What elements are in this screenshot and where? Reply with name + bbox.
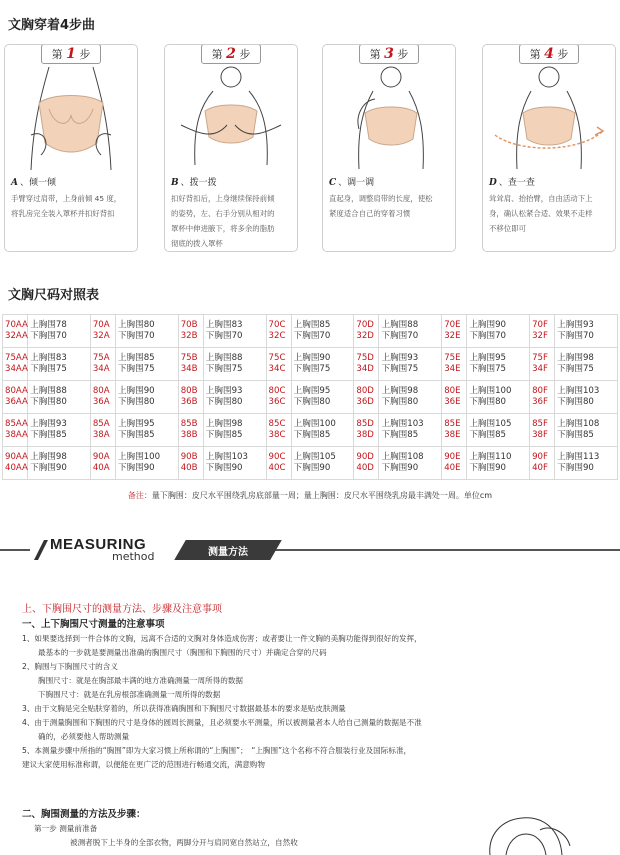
size-code-cell: 80C 36C <box>266 381 291 414</box>
size-measure-cell: 上胸围100 下胸围85 <box>291 414 354 447</box>
size-code-cell: 75B 34B <box>178 348 203 381</box>
size-measure-cell: 上胸围113 下胸围90 <box>555 447 618 480</box>
size-code-cell: 80AA 36AA <box>3 381 28 414</box>
size-measure-cell: 上胸围103 下胸围85 <box>379 414 442 447</box>
size-measure-cell: 上胸围93 下胸围85 <box>28 414 91 447</box>
size-code-cell: 90E 40E <box>442 447 467 480</box>
note-line: 下胸围尺寸：就是在乳房根部准确测量一周所得的数据 <box>38 690 221 699</box>
size-measure-cell: 上胸围93 下胸围75 <box>379 348 442 381</box>
size-measure-cell: 上胸围103 下胸围90 <box>203 447 266 480</box>
measuring-banner <box>0 534 620 566</box>
size-code-cell: 75C 34C <box>266 348 291 381</box>
banner-cn-title: 测量方法 <box>208 547 248 558</box>
size-measure-cell: 上胸围98 下胸围90 <box>28 447 91 480</box>
size-code-cell: 85D 38D <box>354 414 379 447</box>
size-measure-cell: 上胸围93 下胸围70 <box>555 315 618 348</box>
step-badge: 第 1 步 <box>41 44 101 64</box>
note-line: 确的，必须要他人帮助测量 <box>38 732 130 741</box>
banner-slash-icon <box>30 538 48 562</box>
size-code-cell: 90A 40A <box>90 447 115 480</box>
size-row <box>3 348 618 381</box>
step-card-2 <box>164 44 298 252</box>
size-measure-cell: 上胸围95 下胸围80 <box>291 381 354 414</box>
size-measure-cell: 上胸围105 下胸围85 <box>467 414 530 447</box>
note-line: 5、本测量步骤中所指的“胸围”即为大家习惯上所称谓的“上胸围”； “上胸围”这个名称不符合服装行业及国际标准， <box>22 746 412 755</box>
size-code-cell: 70AA 32AA <box>3 315 28 348</box>
size-measure-cell: 上胸围88 下胸围70 <box>379 315 442 348</box>
size-measure-cell: 上胸围90 下胸围75 <box>291 348 354 381</box>
size-measure-cell: 上胸围95 下胸围75 <box>467 348 530 381</box>
method-step-title: 第一步 测量前准备 <box>34 824 98 833</box>
size-measure-cell: 上胸围88 下胸围75 <box>203 348 266 381</box>
size-code-cell: 70E 32E <box>442 315 467 348</box>
size-measure-cell: 上胸围85 下胸围70 <box>291 315 354 348</box>
size-code-cell: 70F 32F <box>530 315 555 348</box>
size-row <box>3 381 618 414</box>
woman-strap-illustration <box>329 65 449 173</box>
note-line: 4、由于测量胸围和下胸围的尺寸是身体的圆周长测量，且必须要水平测量，所以被测量者本人给自己测量的数据是不准 <box>22 718 422 727</box>
size-code-cell: 80A 36A <box>90 381 115 414</box>
size-code-cell: 70B 32B <box>178 315 203 348</box>
size-measure-cell: 上胸围80 下胸围70 <box>115 315 178 348</box>
size-code-cell: 80B 36B <box>178 381 203 414</box>
size-measure-cell: 上胸围90 下胸围80 <box>115 381 178 414</box>
size-code-cell: 80D 36D <box>354 381 379 414</box>
size-code-cell: 70A 32A <box>90 315 115 348</box>
size-code-cell: 90C 40C <box>266 447 291 480</box>
banner-en-subtitle: method <box>112 550 155 563</box>
woman-lean-illustration <box>11 65 131 173</box>
size-code-cell: 75F 34F <box>530 348 555 381</box>
step-badge: 第 3 步 <box>359 44 419 64</box>
size-measure-cell: 上胸围100 下胸围90 <box>115 447 178 480</box>
size-code-cell: 80E 36E <box>442 381 467 414</box>
note-line: 建议大家使用标准称谓，以便能在更广泛的范围进行畅通交流，满意购物 <box>22 760 265 769</box>
wearing-steps <box>4 44 616 254</box>
size-code-cell: 85A 38A <box>90 414 115 447</box>
size-measure-cell: 上胸围98 下胸围75 <box>555 348 618 381</box>
size-measure-cell: 上胸围93 下胸围80 <box>203 381 266 414</box>
woman-outline-illustration <box>470 810 580 855</box>
size-code-cell: 75E 34E <box>442 348 467 381</box>
size-code-cell: 85F 38F <box>530 414 555 447</box>
size-measure-cell: 上胸围90 下胸围70 <box>467 315 530 348</box>
size-code-cell: 85B 38B <box>178 414 203 447</box>
method-steps-heading: 二、胸围测量的方法及步骤： <box>22 809 146 820</box>
size-measure-cell: 上胸围78 下胸围70 <box>28 315 91 348</box>
size-code-cell: 75D 34D <box>354 348 379 381</box>
woman-check-illustration <box>489 65 609 173</box>
size-row <box>3 315 618 348</box>
step-badge: 第 4 步 <box>519 44 579 64</box>
note-line: 3、由于文胸是完全贴肤穿着的，所以获得准确胸围和下胸围尺寸数据最基本的要求是贴皮肤测量 <box>22 704 346 713</box>
woman-adjust-illustration <box>171 65 291 173</box>
step-title: A 、倾一倾 <box>11 178 56 188</box>
size-measure-cell: 上胸围108 下胸围90 <box>379 447 442 480</box>
step-badge: 第 2 步 <box>201 44 261 64</box>
size-code-cell: 75A 34A <box>90 348 115 381</box>
step-card-3 <box>322 44 456 252</box>
size-code-cell: 85AA 38AA <box>3 414 28 447</box>
size-measure-cell: 上胸围100 下胸围80 <box>467 381 530 414</box>
section-title-size-chart: 文胸尺码对照表 <box>8 288 100 303</box>
step-description: 耸耸肩、抬抬臂，自由活动下上 身，确认松紧合适、效果不走样 不移位即可 <box>489 194 593 233</box>
size-row <box>3 447 618 480</box>
step-title: C 、调一调 <box>329 178 375 188</box>
step-card-4 <box>482 44 616 252</box>
size-code-cell: 85E 38E <box>442 414 467 447</box>
size-code-cell: 75AA 34AA <box>3 348 28 381</box>
size-chart-note: 备注：量下胸围：皮尺水平围绕乳房底部量一周；量上胸围：皮尺水平围绕乳房最丰满处一周。单位cm <box>127 491 493 500</box>
size-measure-cell: 上胸围95 下胸围85 <box>115 414 178 447</box>
size-code-cell: 90D 40D <box>354 447 379 480</box>
method-heading: 上、下胸围尺寸的测量方法、步骤及注意事项 <box>22 604 222 615</box>
size-code-cell: 85C 38C <box>266 414 291 447</box>
step-description: 直起身，调整肩带的长度，使松 紧度适合自己的穿着习惯 <box>329 194 433 218</box>
size-measure-cell: 上胸围85 下胸围75 <box>115 348 178 381</box>
size-code-cell: 90B 40B <box>178 447 203 480</box>
size-code-cell: 90AA 40AA <box>3 447 28 480</box>
size-measure-cell: 上胸围83 下胸围75 <box>28 348 91 381</box>
section-title-wearing-steps: 文胸穿着4步曲 <box>8 18 96 33</box>
note-line: 最基本的一步就是要测量出准确的胸围尺寸（胸围和下胸围的尺寸）并确定合穿的尺码 <box>38 648 327 657</box>
step-description: 扣好背扣后，上身继续保持前倾 的姿势，左、右手分别从相对的 罩杯中伸进腋下，将多余的脂肪 彻底的拨入罩杯 <box>171 194 275 248</box>
note-line: 胸围尺寸：就是在胸部最丰满的地方准确测量一周所得的数据 <box>38 676 244 685</box>
size-code-cell: 90F 40F <box>530 447 555 480</box>
size-measure-cell: 上胸围98 下胸围80 <box>379 381 442 414</box>
size-code-cell: 80F 36F <box>530 381 555 414</box>
size-measure-cell: 上胸围88 下胸围80 <box>28 381 91 414</box>
size-measure-cell: 上胸围105 下胸围90 <box>291 447 354 480</box>
size-measure-cell: 上胸围103 下胸围80 <box>555 381 618 414</box>
size-chart-table <box>2 314 618 480</box>
method-step-description: 被测者脱下上半身的全部衣物，两脚分开与肩同宽自然站立，自然收 <box>70 838 298 847</box>
step-title: B 、拨一拨 <box>171 178 217 188</box>
note-line: 1、如果要选择到一件合体的文胸，远离不合适的文胸对身体造成伤害；或者要让一件文胸的美胸功能得到很好的发挥， <box>22 634 422 643</box>
notes-heading: 一、上下胸围尺寸测量的注意事项 <box>22 619 165 630</box>
step-card-1 <box>4 44 138 252</box>
size-measure-cell: 上胸围108 下胸围85 <box>555 414 618 447</box>
size-code-cell: 70C 32C <box>266 315 291 348</box>
step-title: D 、查一查 <box>489 178 535 188</box>
step-description: 手臂穿过肩带，上身前倾 45 度， 将乳房完全装入罩杯并扣好背扣 <box>11 194 122 218</box>
size-row <box>3 414 618 447</box>
note-line: 2、胸围与下胸围尺寸的含义 <box>22 662 118 671</box>
size-measure-cell: 上胸围110 下胸围90 <box>467 447 530 480</box>
size-code-cell: 70D 32D <box>354 315 379 348</box>
size-measure-cell: 上胸围98 下胸围85 <box>203 414 266 447</box>
size-measure-cell: 上胸围83 下胸围70 <box>203 315 266 348</box>
banner-en-title: MEASURING <box>50 536 147 553</box>
